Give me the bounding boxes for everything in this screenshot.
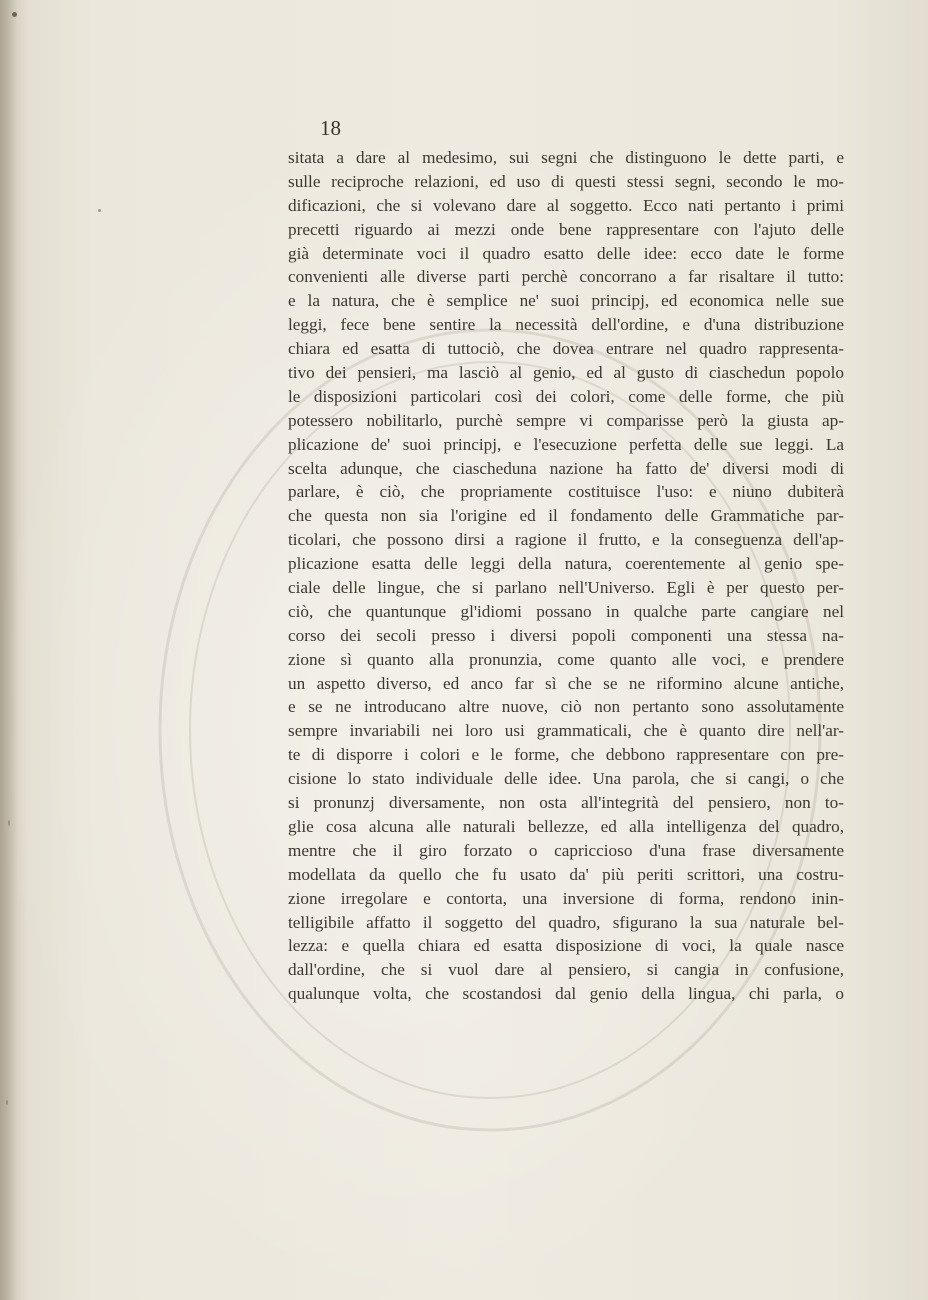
text-line: ciò, che quantunque gl'idiomi possano in qualche parte cangiare nel (288, 601, 844, 621)
text-line: plicazione esatta delle leggi della natura, coerentemente al genio spe- (288, 554, 844, 574)
page-number: 18 (320, 116, 341, 140)
paper-speck (8, 820, 10, 826)
body-text (288, 146, 844, 1006)
text-line: te di disporre i colori e le forme, che debbono rappresentare con pre- (288, 745, 844, 765)
text-line: cisione lo stato individuale delle idee. Una parola, che si cangi, o che (288, 769, 844, 789)
text-line: leggi, fece bene sentire la necessità dell'ordine, e d'una distribuzione (288, 315, 844, 335)
text-line: zione irregolare e contorta, una inversione di forma, rendono inin- (288, 888, 844, 908)
text-line: zione sì quanto alla pronunzia, come quanto alle voci, e prendere (288, 649, 844, 669)
text-line: ticolari, che possono dirsi a ragione il frutto, e la conseguenza dell'ap- (288, 530, 844, 550)
text-line: qualunque volta, che scostandosi dal genio della lingua, chi parla, o (288, 984, 844, 1004)
text-line: le disposizioni particolari così dei colori, come delle forme, che più (288, 386, 844, 406)
text-line: mentre che il giro forzato o capriccioso d'una frase diversamente (288, 840, 844, 860)
text-line: si pronunzj diversamente, non osta all'integrità del pensiero, non to- (288, 793, 844, 813)
text-line: dall'ordine, che si vuol dare al pensiero, si cangia in confusione, (288, 960, 844, 980)
text-line: parlare, è ciò, che propriamente costituisce l'uso: e niuno dubiterà (288, 482, 844, 502)
text-line: e la natura, che è semplice ne' suoi principj, ed economica nelle sue (288, 291, 844, 311)
text-line: glie cosa alcuna alle naturali bellezze, ed alla intelligenza del quadro, (288, 816, 844, 836)
text-line: sempre invariabili nei loro usi grammaticali, che è quanto dire nell'ar- (288, 721, 844, 741)
text-line: tivo dei pensieri, ma lasciò al genio, ed al gusto di ciaschedun popolo (288, 363, 844, 383)
text-line: già determinate voci il quadro esatto delle idee: ecco date le forme (288, 243, 844, 263)
paper-speck (12, 12, 17, 17)
text-line: precetti riguardo ai mezzi onde bene rappresentare con l'ajuto delle (288, 219, 844, 239)
text-line: sulle reciproche relazioni, ed uso di questi stessi segni, secondo le mo- (288, 171, 844, 191)
text-line: convenienti alle diverse parti perchè concorrano a far risaltare il tutto: (288, 267, 844, 287)
text-line: lezza: e quella chiara ed esatta disposizione di voci, la quale nasce (288, 936, 844, 956)
text-line: e se ne introducano altre nuove, ciò non pertanto sono assolutamente (288, 697, 844, 717)
paper-speck (98, 209, 101, 212)
text-line: telligibile affatto il soggetto del quadro, sfigurano la sua naturale bel- (288, 912, 844, 932)
text-line: scelta adunque, che ciascheduna nazione ha fatto de' diversi modi di (288, 458, 844, 478)
text-line: sitata a dare al medesimo, sui segni che distinguono le dette parti, e (288, 148, 844, 167)
text-line: modellata da quello che fu usato da' più periti scrittori, una costru- (288, 864, 844, 884)
text-line: potessero nobilitarlo, purchè sempre vi comparisse però la giusta ap- (288, 410, 844, 430)
text-line: plicazione de' suoi principj, e l'esecuzione perfetta delle sue leggi. La (288, 434, 844, 454)
text-line: chiara ed esatta di tuttociò, che dovea entrare nel quadro rappresenta- (288, 339, 844, 359)
text-line: dificazioni, che si volevano dare al soggetto. Ecco nati pertanto i primi (288, 195, 844, 215)
text-line: che questa non sia l'origine ed il fondamento delle Grammatiche par- (288, 506, 844, 526)
text-line: corso dei secoli presso i diversi popoli componenti una stessa na- (288, 625, 844, 645)
text-line: ciale delle lingue, che si parlano nell'Universo. Egli è per questo per- (288, 578, 844, 598)
binding-edge-shadow (0, 0, 18, 1300)
paper-speck (6, 1100, 8, 1105)
text-line: un aspetto diverso, ed anco far sì che se ne riformino alcune antiche, (288, 673, 844, 693)
